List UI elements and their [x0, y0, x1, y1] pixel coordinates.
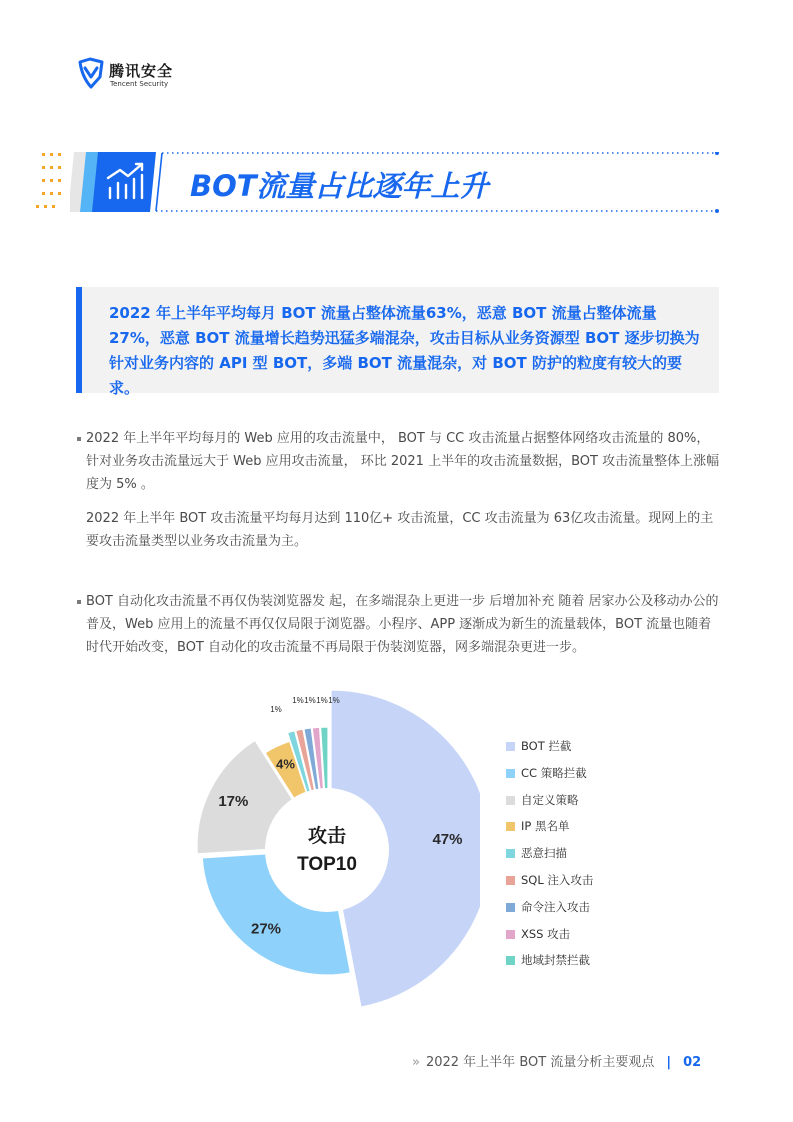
dot-pattern-decoration — [36, 152, 66, 212]
legend-item — [506, 952, 706, 968]
pie-data-label: 17% — [218, 792, 249, 810]
footer-title: 2022 年上半年 BOT 流量分析主要观点 — [425, 1055, 655, 1070]
pie-data-label: 1% — [292, 696, 304, 705]
footer-separator: | — [666, 1055, 672, 1070]
donut-hole — [265, 788, 389, 912]
page-number: 02 — [683, 1055, 702, 1070]
legend-label: BOT 拦截 — [521, 739, 572, 753]
pie-data-label: 47% — [432, 830, 463, 848]
legend-label: IP 黑名单 — [521, 819, 570, 834]
legend-label: 命令注入攻击 — [521, 899, 590, 914]
legend-item — [506, 872, 706, 888]
bullet-marker — [77, 437, 81, 441]
page-footer — [412, 1051, 701, 1070]
legend-swatch — [506, 956, 515, 965]
legend-label: 恶意扫描 — [521, 846, 567, 861]
chevron-icon: » — [412, 1055, 420, 1070]
legend-swatch — [506, 796, 515, 805]
paragraph: BOT 自动化攻击流量不再仅伪装浏览器发 起，在多端混杂上更进一步 后增加补充 随着 居家办公及移动办公的普及，Web 应用上的流量不再仅仅局限于浏览器。小程序、APP 逐渐成为新生的流量载体，BOT 流量也随着时代开始改变，BOT 自动化的攻击流量不再局限于伪装浏览器，网多端混杂更进一步。 — [86, 594, 719, 655]
pie-data-label: 1% — [328, 696, 340, 705]
chart-center-label: 攻击 — [307, 826, 347, 847]
legend-swatch — [506, 903, 515, 912]
legend-swatch — [506, 930, 515, 939]
section-title: BOT流量占比逐年上升 — [190, 169, 489, 203]
paragraph: 2022 年上半年 BOT 攻击流量平均每月达到 110亿+ 攻击流量，CC 攻击流量为 63亿攻击流量。现网上的主要攻击流量类型以业务攻击流量为主。 — [86, 511, 714, 549]
legend-swatch — [506, 742, 515, 751]
legend-swatch — [506, 822, 515, 831]
logo-name: 腾讯安全 — [109, 62, 174, 80]
shield-icon — [80, 59, 102, 87]
legend-label: XSS 攻击 — [521, 926, 571, 941]
legend-swatch — [506, 876, 515, 885]
legend-item — [506, 792, 706, 808]
bullet-marker — [77, 600, 81, 604]
legend-item — [506, 738, 706, 754]
legend-swatch — [506, 849, 515, 858]
legend-item — [506, 818, 706, 834]
pie-data-label: 1% — [316, 696, 328, 705]
legend-item — [506, 926, 706, 942]
legend-item — [506, 765, 706, 781]
highlight-text: 2022 年上半年平均每月 BOT 流量占整体流量63%，恶意 BOT 流量占整体流量 27%，恶意 BOT 流量增长趋势迅猛多端混杂，攻击目标从业务资源型 BOT 逐步切换为针对业务内容的 API 型 BOT，多端 BOT 流量混杂，对 BOT 防护的粒度有较大的要求。 — [109, 304, 700, 397]
legend-label: CC 策略拦截 — [521, 765, 587, 780]
pie-data-label: 1% — [270, 705, 282, 714]
paragraph: 2022 年上半年平均每月的 Web 应用的攻击流量中， BOT 与 CC 攻击流量占据整体网络攻击流量的 80%，针对业务攻击流量远大于 Web 应用攻击流量， 环比 2021 上半年的攻击流量数据，BOT 攻击流量整体上涨幅度为 5% 。 — [86, 431, 720, 492]
legend-item — [506, 845, 706, 861]
legend-label: 自定义策略 — [521, 792, 579, 807]
logo-subtitle: Tencent Security — [110, 80, 169, 88]
pie-data-label: 4% — [276, 756, 295, 772]
highlight-box — [76, 287, 719, 397]
pie-data-label: 1% — [304, 696, 316, 705]
pie-data-label: 27% — [251, 920, 282, 938]
legend-item — [506, 899, 706, 915]
legend-label: SQL 注入攻击 — [521, 873, 594, 887]
legend-swatch — [506, 769, 515, 778]
legend-label: 地域封禁拦截 — [521, 953, 590, 968]
attack-top10-pie-chart — [170, 685, 480, 1015]
chart-center-label: TOP10 — [297, 854, 357, 875]
